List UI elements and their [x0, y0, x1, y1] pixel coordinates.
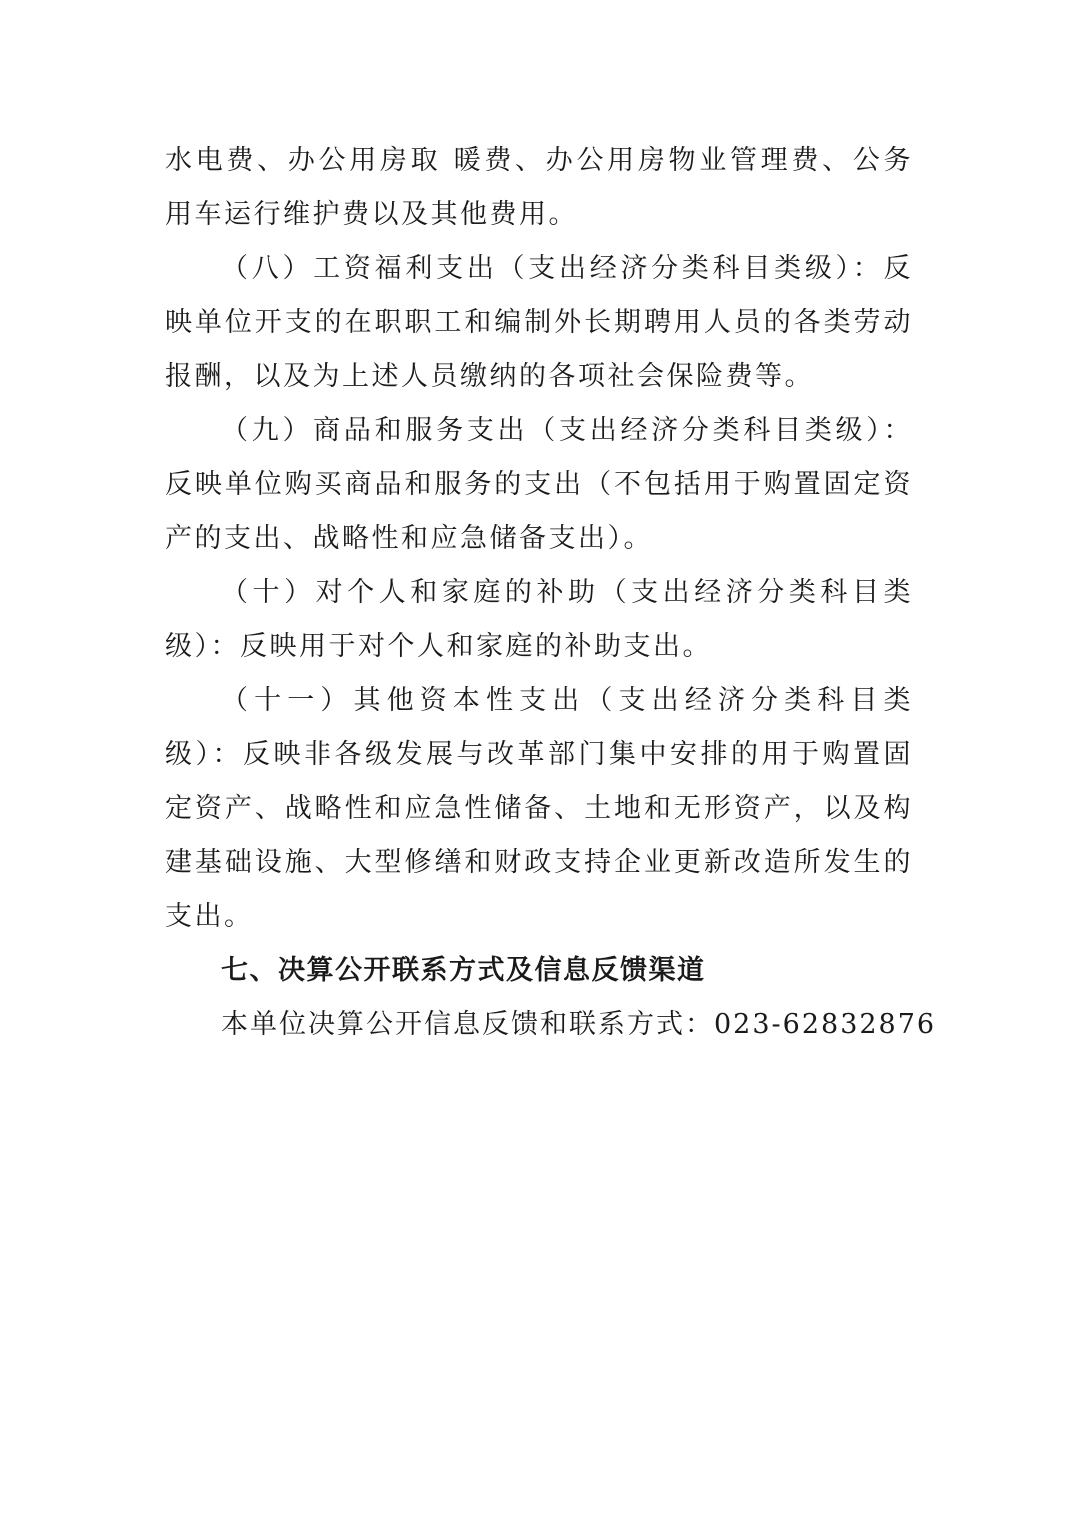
section-7-heading: 七、决算公开联系方式及信息反馈渠道	[221, 955, 706, 986]
paragraph-item-9: （九）商品和服务支出（支出经济分类科目类级）：反映单位购买商品和服务的支出（不包括用于购置固定资产的支出、战略性和应急储备支出）。	[165, 415, 913, 554]
paragraph-item-8: （八）工资福利支出（支出经济分类科目类级）：反映单位开支的在职职工和编制外长期聘用人员的各类劳动报酬，以及为上述人员缴纳的各项社会保险费等。	[165, 253, 913, 392]
contact-line: 本单位决算公开信息反馈和联系方式：023-62832876	[221, 1009, 937, 1040]
paragraph-continuation: 水电费、办公用房取 暖费、办公用房物业管理费、公务用车运行维护费以及其他费用。	[165, 145, 913, 230]
document-body	[165, 134, 937, 1052]
paragraph-item-11: （十一）其他资本性支出（支出经济分类科目类级）：反映非各级发展与改革部门集中安排的用于购置固定资产、战略性和应急性储备、土地和无形资产，以及构建基础设施、大型修缮和财政支持企业更新改造所发生的支出。	[165, 685, 913, 932]
paragraph-item-10: （十）对个人和家庭的补助（支出经济分类科目类级）：反映用于对个人和家庭的补助支出。	[165, 577, 913, 662]
